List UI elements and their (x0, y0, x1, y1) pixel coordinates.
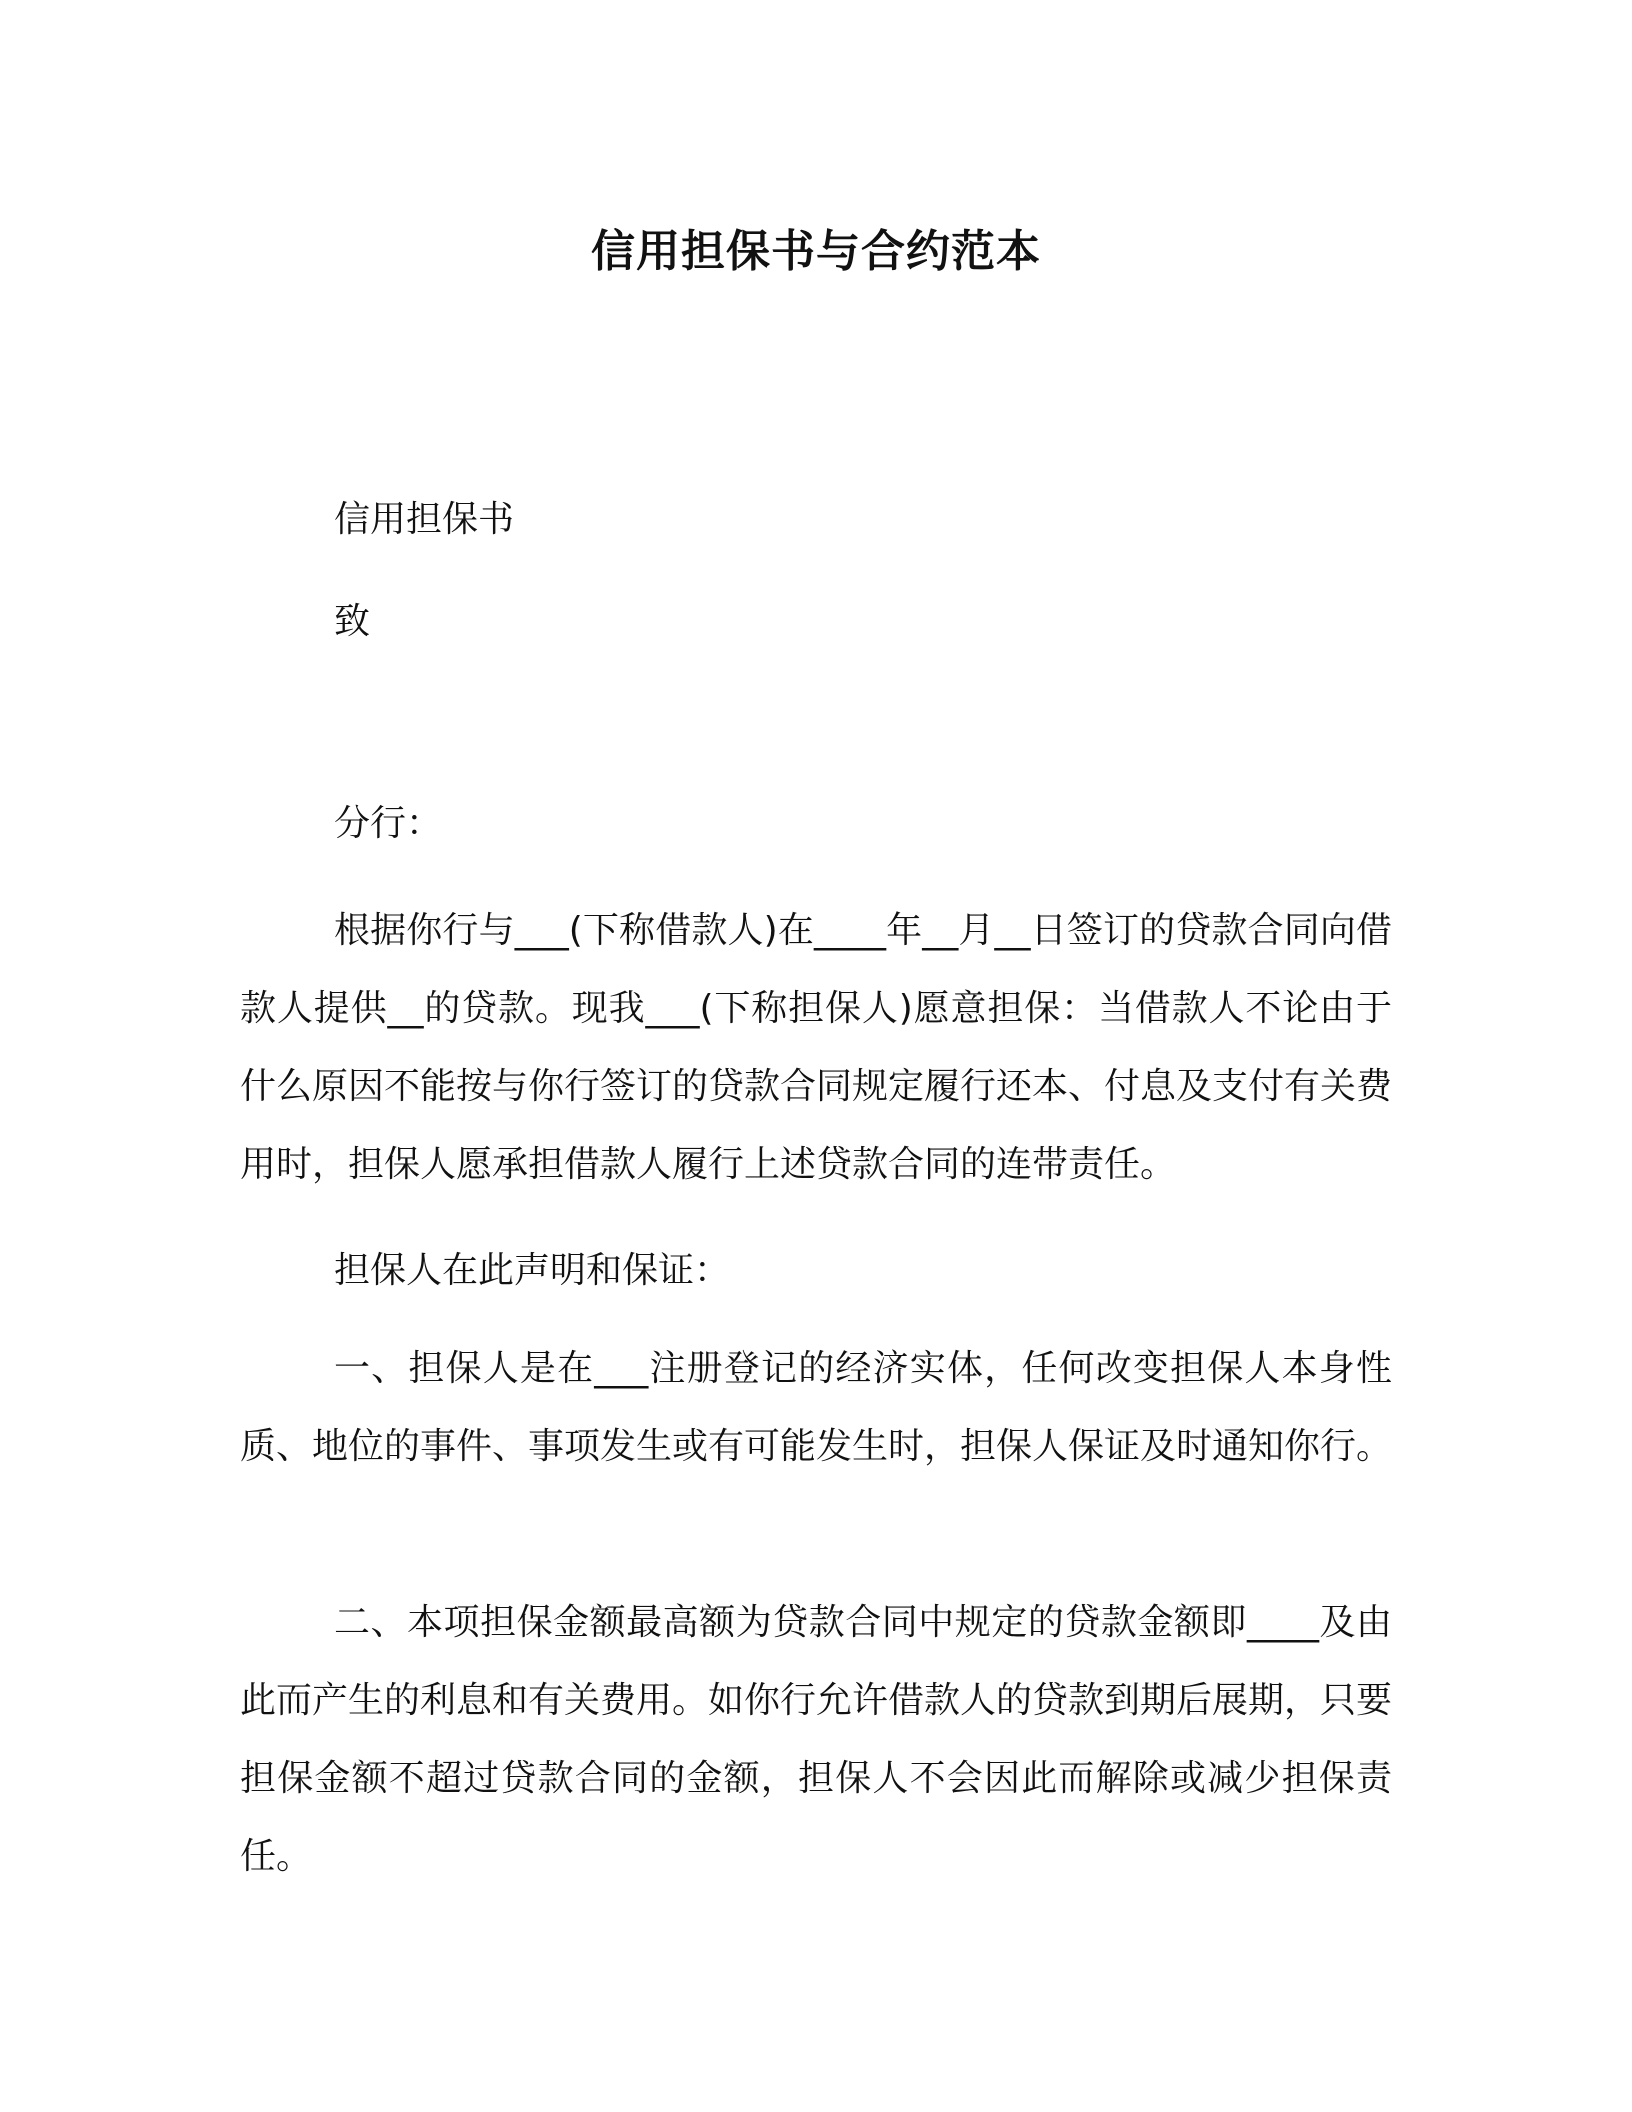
document-heading: 信用担保书 (334, 499, 515, 540)
salutation-to: 致 (334, 601, 371, 642)
paragraph-clause-two: 二、本项担保金额最高额为贷款合同中规定的贷款金额即____及由此而产生的利息和有关费用。如你行允许借款人的贷款到期后展期，只要担保金额不超过贷款合同的金额，担保人不会因此而解除或减少担保责任。 (240, 1602, 1393, 1877)
paragraph-guarantee-terms: 根据你行与___(下称借款人)在____年__月__日签订的贷款合同向借款人提供__的贷款。现我___(下称担保人)愿意担保：当借款人不论由于什么原因不能按与你行签订的贷款合同规定履行还本、付息及支付有关费用时，担保人愿承担借款人履行上述贷款合同的连带责任。 (240, 910, 1393, 1185)
paragraph-clause-one: 一、担保人是在___注册登记的经济实体，任何改变担保人本身性质、地位的事件、事项发生或有可能发生时，担保人保证及时通知你行。 (240, 1348, 1393, 1467)
salutation-branch: 分行： (334, 803, 443, 844)
document-title: 信用担保书与合约范本 (591, 226, 1041, 277)
paragraph-declaration-intro: 担保人在此声明和保证： (334, 1250, 731, 1291)
